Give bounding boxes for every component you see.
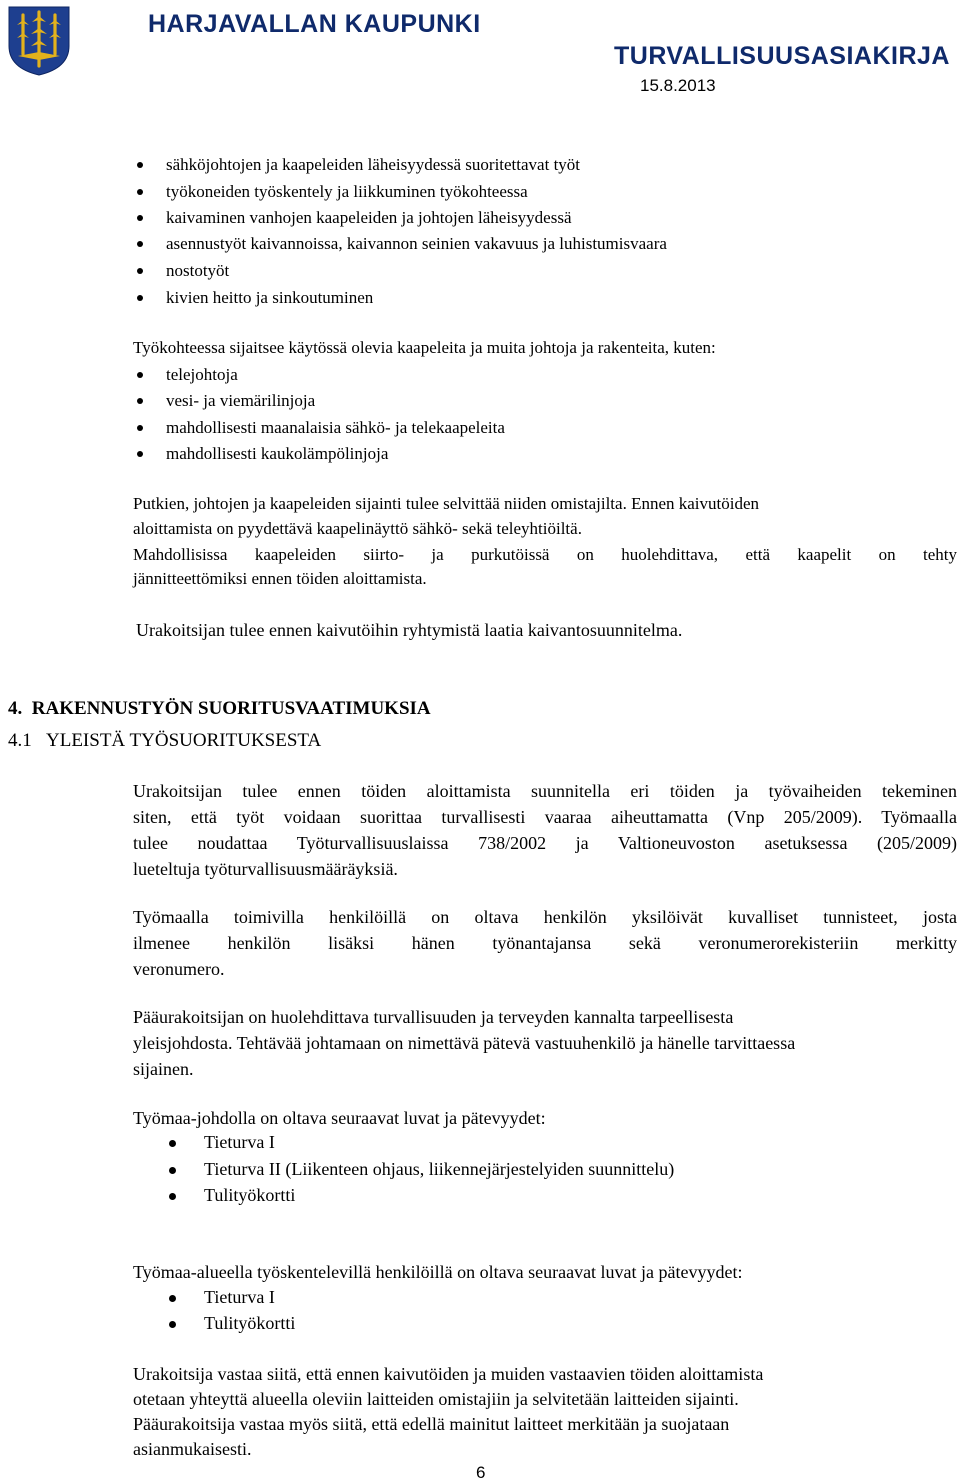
- page-number: 6: [476, 1463, 486, 1482]
- list-item: Tulityökortti: [204, 1182, 295, 1209]
- paragraph-e: Työmaa-alueella työskentelevillä henkilöillä on oltava seuraavat luvat ja pätevyydet:: [133, 1262, 743, 1282]
- paragraph-line: veronumero.: [133, 959, 225, 979]
- list-item: nostotyöt: [166, 257, 229, 284]
- header-document-title: TURVALLISUUSASIAKIRJA: [614, 42, 950, 70]
- paragraph-line: yleisjohdosta. Tehtävää johtamaan on nimettävä pätevä vastuuhenkilö ja hänelle tarvittaessa: [133, 1033, 796, 1053]
- paragraph-line: tulee noudattaa Työturvallisuuslaissa 738/2002 ja Valtioneuvoston asetuksessa (205/2009): [133, 833, 957, 853]
- paragraph-line: Työmaalla toimivilla henkilöillä on oltava henkilön yksilöivät kuvalliset tunnisteet, josta: [133, 907, 957, 927]
- list-item: Tieturva II (Liikenteen ohjaus, liikennejärjestelyiden suunnittelu): [204, 1156, 674, 1183]
- paragraph-line: Pääurakoitsija vastaa myös siitä, että edellä mainitut laitteet merkitään ja suojataan: [133, 1414, 730, 1434]
- section-number: 4.: [8, 698, 23, 719]
- paragraph-line: Pääurakoitsijan on huolehdittava turvallisuuden ja terveyden kannalta tarpeellisesta: [133, 1007, 734, 1027]
- header-organization: HARJAVALLAN KAUPUNKI: [148, 10, 481, 38]
- list-item: kaivaminen vanhojen kaapeleiden ja johtojen läheisyydessä: [166, 204, 572, 231]
- paragraph-line: otetaan yhteyttä alueella oleviin laitteiden omistajiin ja selvitetään laitteiden sijainti.: [133, 1389, 739, 1409]
- paragraph-line: Mahdollisissa kaapeleiden siirto- ja purkutöissä on huolehdittava, että kaapelit on tehty: [133, 545, 957, 564]
- list-item: telejohtoja: [166, 361, 238, 388]
- paragraph-line: Putkien, johtojen ja kaapeleiden sijainti tulee selvittää niiden omistajilta. Ennen kaivutöiden: [133, 494, 760, 513]
- list-item: Tieturva I: [204, 1284, 275, 1311]
- paragraph-d: Työmaa-johdolla on oltava seuraavat luvat ja pätevyydet:: [133, 1108, 546, 1128]
- paragraph-line: aloittamista on pyydettävä kaapelinäyttö sähkö- sekä teleyhtiöiltä.: [133, 519, 582, 538]
- list-item: mahdollisesti maanalaisia sähkö- ja telekaapeleita: [166, 414, 505, 441]
- paragraph-line: jännitteettömiksi ennen töiden aloittamista.: [133, 569, 427, 588]
- section-title: YLEISTÄ TYÖSUORITUKSESTA: [46, 730, 322, 751]
- list-item: Tieturva I: [204, 1129, 275, 1156]
- paragraph-line: asianmukaisesti.: [133, 1439, 252, 1459]
- list-item: Tulityökortti: [204, 1310, 295, 1337]
- list-item: vesi- ja viemärilinjoja: [166, 387, 315, 414]
- paragraph-line: Urakoitsija vastaa siitä, että ennen kaivutöiden ja muiden vastaavien töiden aloittamista: [133, 1364, 764, 1384]
- header-date: 15.8.2013: [640, 76, 716, 95]
- list-item: työkoneiden työskentely ja liikkuminen työkohteessa: [166, 178, 528, 205]
- list-item: sähköjohtojen ja kaapeleiden läheisyydessä suoritettavat työt: [166, 151, 580, 178]
- section-4-heading: [8, 698, 431, 720]
- paragraph-line: siten, että työt voidaan suorittaa turvallisesti vaaraa aiheuttamatta (Vnp 205/2009). Työmaalla: [133, 807, 957, 827]
- paragraph-urakoitsijan: Urakoitsijan tulee ennen kaivutöihin ryhtymistä laatia kaivantosuunnitelma.: [136, 620, 683, 640]
- paragraph-line: sijainen.: [133, 1059, 194, 1079]
- list-item: asennustyöt kaivannoissa, kaivannon seinien vakavuus ja luhistumisvaara: [166, 230, 667, 257]
- list-item: kivien heitto ja sinkoutuminen: [166, 284, 373, 311]
- paragraph-line: Urakoitsijan tulee ennen töiden aloittamista suunnitella eri töiden ja työvaiheiden tekeminen: [133, 781, 957, 801]
- coat-of-arms-logo: [8, 6, 70, 76]
- section-number: 4.1: [8, 730, 32, 751]
- paragraph-line: lueteltuja työturvallisuusmääräyksiä.: [133, 859, 398, 879]
- section-title: RAKENNUSTYÖN SUORITUSVAATIMUKSIA: [31, 698, 431, 719]
- list-item: mahdollisesti kaukolämpölinjoja: [166, 440, 388, 467]
- paragraph-kohde: Työkohteessa sijaitsee käytössä olevia kaapeleita ja muita johtoja ja rakenteita, kuten:: [133, 338, 716, 357]
- section-4-1-heading: [8, 730, 321, 752]
- paragraph-line: ilmenee henkilön lisäksi hänen työnantajansa sekä veronumerorekisteriin merkitty: [133, 933, 957, 953]
